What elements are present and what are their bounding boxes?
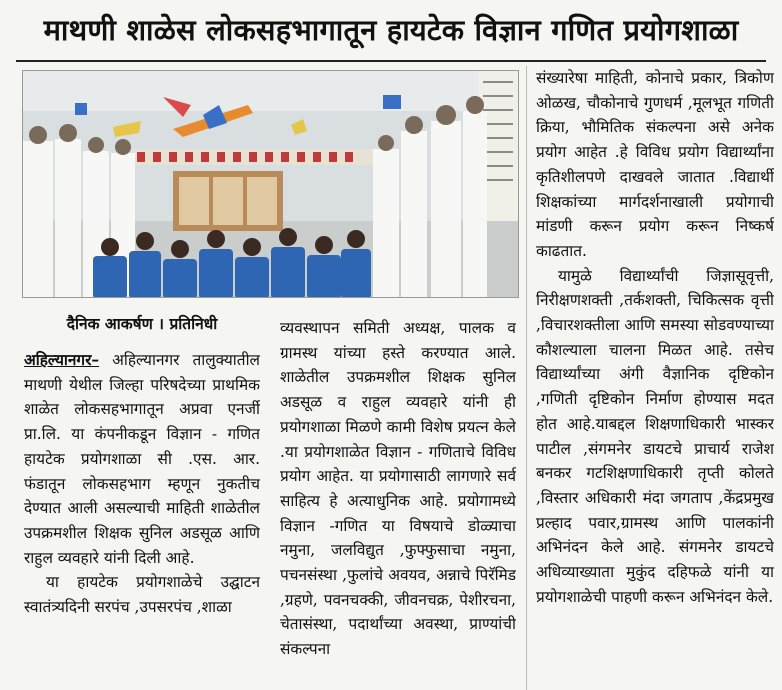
article-paragraph: व्यवस्थापन समिती अध्यक्ष, पालक व ग्रामस्थ यांच्या हस्ते करण्यात आले. शाळेतील उपक्रमशील शिक्षक सुनिल अडसूळ व राहुल व्यवहारे यांनी ही प्रयोगशाळा मिळणे कामी विशेष प्रयत्न केले .या प्रयोगशाळेत विज्ञान - गणिताचे विविध प्रयोग आहेत. या प्रयोगासाठी लागणारे सर्व साहित्य हे अत्याधुनिक आहे. प्रयोगामध्ये विज्ञान -गणित या विषयाचे डोळ्याचा नमुना, जलविद्युत ,फुफ्फुसाचा नमुना, पचनसंस्था ,फुलांचे अवयव, अन्नाचे पिरॅमिड ,ग्रहणे, पवनचक्की, जीवनचक्र, पेशीरचना, चेतासंस्था, पदार्थांच्या अवस्था, प्राण्यांची संकल्पना	[280, 319, 516, 659]
article-dateline: अहिल्यानगर–	[24, 351, 100, 369]
paragraph-text: या हायटेक प्रयोगशाळेचे उद्घाटन स्वातंत्र्यदिनी सरपंच ,उपसरपंच ,शाळा	[24, 573, 260, 617]
paragraph-text: यामुळे विद्यार्थ्यांची जिज्ञासूवृत्ती, निरीक्षणशक्ती ,तर्कशक्ती, चिकित्सक वृत्ती ,विचारशक्तीला आणि समस्या सोडवण्याच्या कौशल्याला चालना मिळत आहे. तसेच विद्यार्थ्यांच्या अंगी वैज्ञानिक दृष्टिकोन ,गणिती दृष्टिकोन निर्माण होण्यास मदत होत आहे.याबद्दल शिक्षणाधिकारी भास्कर पाटील ,संगमनेर डायटचे प्राचार्य राजेश बनकर गटशिक्षणाधिकारी तृप्ती कोलते ,विस्तार अधिकारी मंदा जगताप ,केंद्रप्रमुख प्रल्हाद पवार,ग्रामस्थ आणि पालकांनी अभिनंदन केले आहे. संगमनेर डायटचे अधिव्याख्याता मुकुंद दहिफळे यांनी या प्रयोगशाळेची पाहणी करून अभिनंदन केले.	[536, 266, 774, 606]
article-paragraph: संख्यारेषा माहिती, कोनाचे प्रकार, त्रिकोण ओळख, चौकोनाचे गुणधर्म ,मूलभूत गणिती क्रिया, भौमितिक संकल्पना असे अनेक प्रयोग आहेत .हे विविध प्रयोग विद्यार्थ्यांना कृतिशीलपणे दाखवले जातात .विद्यार्थी शिक्षकांच्या मार्गदर्शनाखाली प्रयोगाची मांडणी करून प्रयोग करून निष्कर्ष काढतात.	[536, 69, 774, 260]
article-column-3	[536, 66, 774, 690]
article-photo	[22, 70, 519, 298]
article-column-1	[24, 348, 260, 690]
article-column-2	[280, 316, 516, 690]
column-divider	[526, 66, 527, 690]
article-headline: माथणी शाळेस लोकसहभागातून हायटेक विज्ञान गणित प्रयोगशाळा	[43, 13, 739, 47]
article-paragraph	[24, 348, 260, 570]
article-byline: दैनिक आकर्षण । प्रतिनिधी	[66, 314, 218, 333]
paragraph-text: अहिल्यानगर तालुक्यातील माथणी येथील जिल्हा परिषदेच्या प्राथमिक शाळेत लोकसहभागातून अप्रवा एनर्जी प्रा.लि. या कंपनीकडून विज्ञान - गणित हायटेक प्रयोगशाळा सी .एस. आर. फंडातून लोकसहभाग म्हणून नुकतीच देण्यात आली असल्याची माहिती शाळेतील उपक्रमशील शिक्षक सुनिल अडसूळ आणि राहुल व्यवहारे यांनी दिली आहे.	[24, 351, 260, 567]
article-paragraph	[536, 264, 774, 610]
article-paragraph	[24, 570, 260, 619]
headline-rule	[16, 60, 766, 62]
